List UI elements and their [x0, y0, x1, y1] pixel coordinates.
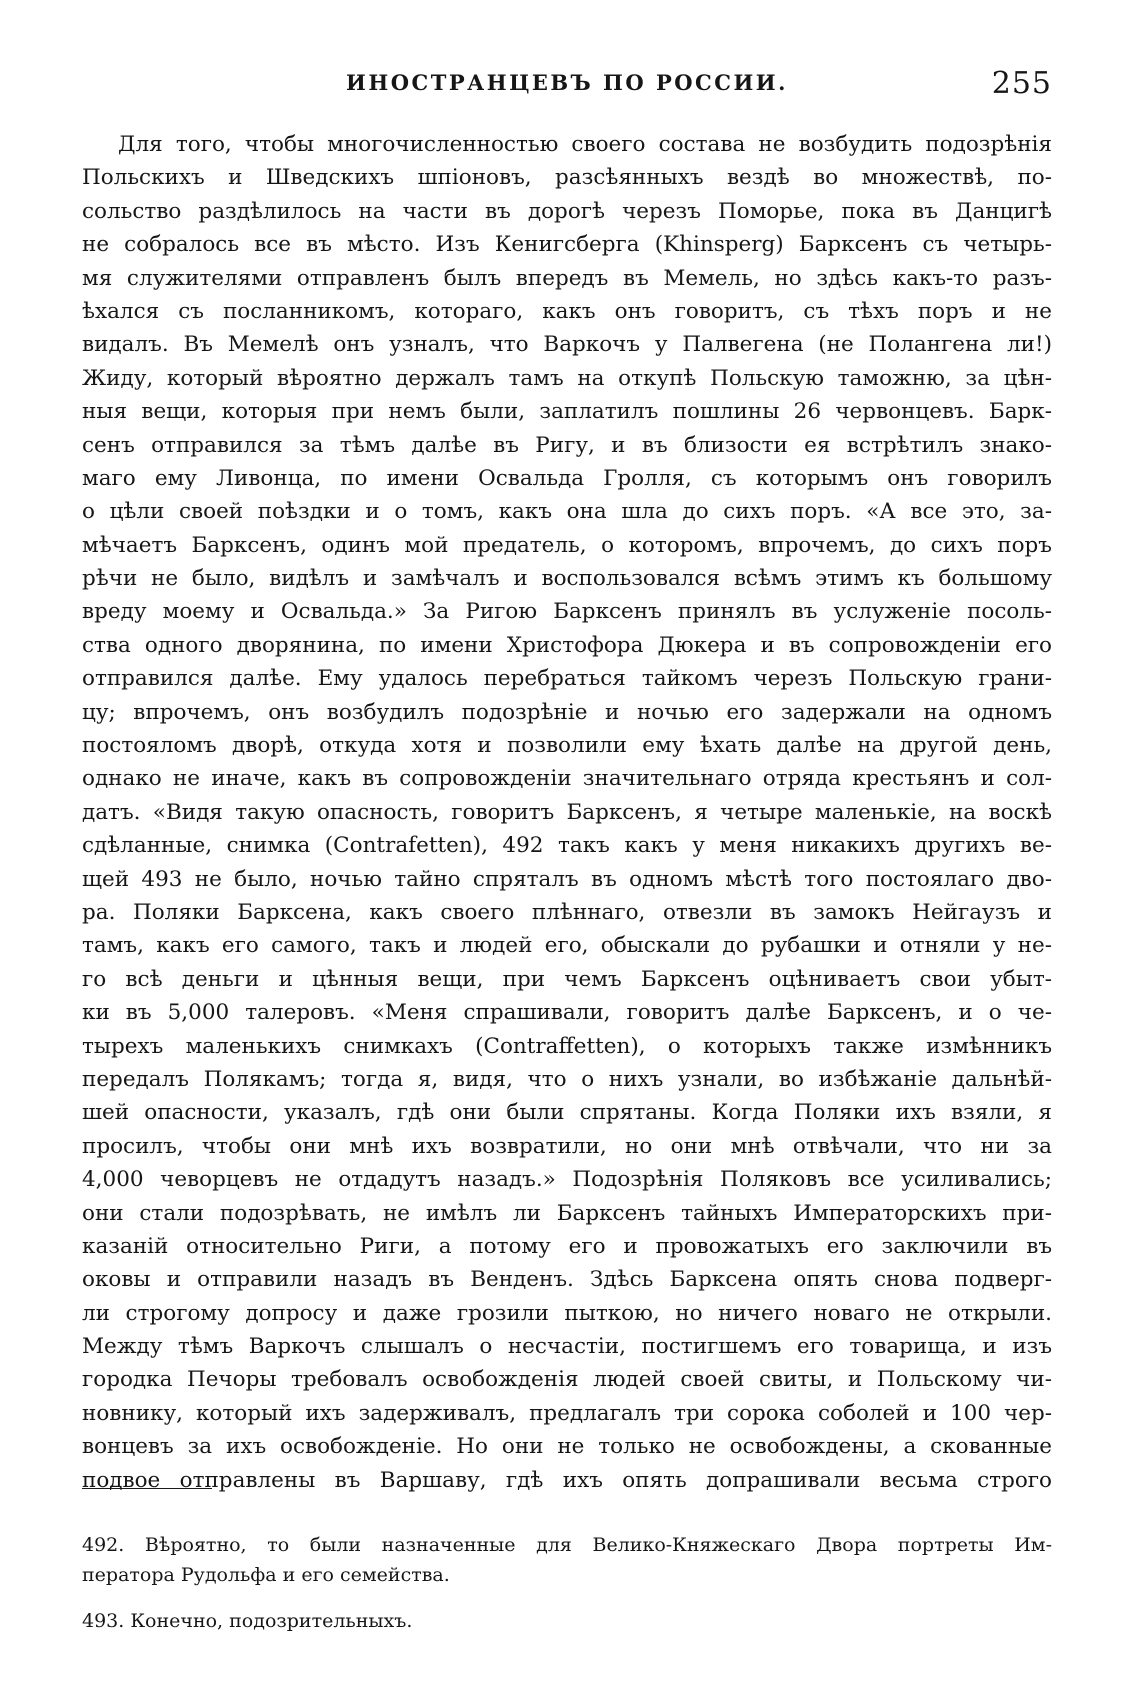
text-line: ства одного дворянина, по имени Христофора Дюкера и въ сопровожденіи его	[82, 632, 1052, 658]
text-line: ли строгому допросу и даже грозили пыткою, но ничего новаго не открыли.	[82, 1300, 1052, 1326]
text-line: Для того, чтобы многочисленностью своего состава не возбудить подозрѣнія	[118, 132, 1052, 157]
text-line: вреду моему и Освальда.» За Ригою Барксенъ принялъ въ услуженіе посоль-	[82, 599, 1052, 625]
text-line: подвое отправлены въ Варшаву, гдѣ ихъ опять допрашивали весьма строго	[82, 1467, 1052, 1493]
text-line: сдѣланные, снимка (Contrafetten), 492 такъ какъ у меня никакихъ другихъ ве-	[82, 833, 1052, 859]
text-line: передалъ Полякамъ; тогда я, видя, что о нихъ узнали, во избѣжаніе дальнѣй-	[82, 1066, 1052, 1092]
page-number: 255	[991, 66, 1052, 101]
text-line: мѣчаетъ Барксенъ, одинъ мой предатель, о которомъ, впрочемъ, до сихъ поръ	[82, 532, 1052, 558]
text-line: ки въ 5,000 талеровъ. «Меня спрашивали, говоритъ далѣе Барксенъ, и о че-	[82, 1000, 1052, 1026]
footnote-492-line-1: 492. Вѣроятно, то были назначенные для Велико-Княжескаго Двора портреты Им-	[82, 1534, 1052, 1556]
text-line: го всѣ деньги и цѣнныя вещи, при чемъ Барксенъ оцѣниваетъ свои убыт-	[82, 966, 1052, 992]
text-line: тамъ, какъ его самого, такъ и людей его, обыскали до рубашки и отняли у не-	[82, 933, 1052, 959]
text-line: отправился далѣе. Ему удалось перебраться тайкомъ черезъ Польскую грани-	[82, 666, 1052, 692]
text-line: новнику, который ихъ задерживалъ, предлагалъ три сорока соболей и 100 чер-	[82, 1400, 1052, 1426]
text-line: цу; впрочемъ, онъ возбудилъ подозрѣніе и ночью его задержали на одномъ	[82, 699, 1052, 725]
main-text	[82, 128, 1052, 1497]
text-line: сенъ отправился за тѣмъ далѣе въ Ригу, и въ близости ея встрѣтилъ знако-	[82, 432, 1052, 458]
text-line: вонцевъ за ихъ освобожденіе. Но они не только не освобождены, а скованные	[82, 1434, 1052, 1460]
footnotes	[82, 1530, 1052, 1636]
text-line: видалъ. Въ Мемелѣ онъ узналъ, что Варкочъ у Палвегена (не Полангена ли!)	[82, 332, 1052, 358]
text-line: ра. Поляки Барксена, какъ своего плѣннаго, отвезли въ замокъ Нейгаузъ и	[82, 899, 1052, 925]
text-line: маго ему Ливонца, по имени Освальда Гролля, съ которымъ онъ говорилъ	[82, 465, 1052, 491]
footnote-493: 493. Конечно, подозрительныхъ.	[82, 1610, 413, 1632]
text-line: просилъ, чтобы они мнѣ ихъ возвратили, но они мнѣ отвѣчали, что ни за	[82, 1133, 1052, 1159]
text-line: датъ. «Видя такую опасность, говоритъ Барксенъ, я четыре маленькіе, на воскѣ	[82, 799, 1052, 825]
text-line: ныя вещи, которыя при немъ были, заплатилъ пошлины 26 червонцевъ. Барк-	[82, 399, 1052, 425]
text-line: о цѣли своей поѣздки и о томъ, какъ она шла до сихъ поръ. «А все это, за-	[82, 499, 1052, 525]
text-line: щей 493 не было, ночью тайно спряталъ въ одномъ мѣстѣ того постоялаго дво-	[82, 866, 1052, 892]
text-line: 4,000 чеворцевъ не отдадутъ назадъ.» Подозрѣнія Поляковъ все усиливались;	[82, 1167, 1052, 1193]
footnote-492-line-2: ператора Рудольфа и его семейства.	[82, 1564, 450, 1586]
text-line: сольство раздѣлилось на части въ дорогѣ черезъ Поморье, пока въ Данцигѣ	[82, 198, 1052, 224]
text-line: тырехъ маленькихъ снимкахъ (Contraffetten), о которыхъ также измѣнникъ	[82, 1033, 1052, 1059]
text-line: не собралось все въ мѣсто. Изъ Кенигсберга (Khinsperg) Барксенъ съ четырь-	[82, 232, 1052, 258]
text-line: шей опасности, указалъ, гдѣ они были спрятаны. Когда Поляки ихъ взяли, я	[82, 1100, 1052, 1126]
text-line: мя служителями отправленъ былъ впередъ въ Мемель, но здѣсь какъ-то разъ-	[82, 265, 1052, 291]
text-line: Между тѣмъ Варкочъ слышалъ о несчастіи, постигшемъ его товарища, и изъ	[82, 1334, 1052, 1360]
text-line: оковы и отправили назадъ въ Венденъ. Здѣсь Барксена опять снова подверг-	[82, 1267, 1052, 1293]
text-line: рѣчи не было, видѣлъ и замѣчалъ и воспользовался всѣмъ этимъ къ большому	[82, 566, 1052, 592]
text-line: казаній относительно Риги, а потому его и провожатыхъ его заключили въ	[82, 1233, 1052, 1259]
text-line: постояломъ дворѣ, откуда хотя и позволили ему ѣхать далѣе на другой день,	[82, 733, 1052, 759]
running-head	[82, 66, 1052, 106]
text-line: ѣхался съ посланникомъ, котораго, какъ онъ говоритъ, съ тѣхъ поръ и не	[82, 298, 1052, 324]
text-line: однако не иначе, какъ въ сопровожденіи значительнаго отряда крестьянъ и сол-	[82, 766, 1052, 792]
text-line: городка Печоры требовалъ освобожденія людей своей свиты, и Польскому чи-	[82, 1367, 1052, 1393]
running-title: ИНОСТРАНЦЕВЪ ПО РОССИИ.	[346, 70, 788, 95]
text-line: Польскихъ и Шведскихъ шпіоновъ, разсѣянныхъ вездѣ во множествѣ, по-	[82, 165, 1052, 191]
footnote-separator	[82, 1488, 212, 1489]
text-line: Жиду, который вѣроятно держалъ тамъ на откупѣ Польскую таможню, за цѣн-	[82, 365, 1052, 391]
text-line: они стали подозрѣвать, не имѣлъ ли Барксенъ тайныхъ Императорскихъ при-	[82, 1200, 1052, 1226]
footnote-gap	[82, 1590, 1052, 1606]
